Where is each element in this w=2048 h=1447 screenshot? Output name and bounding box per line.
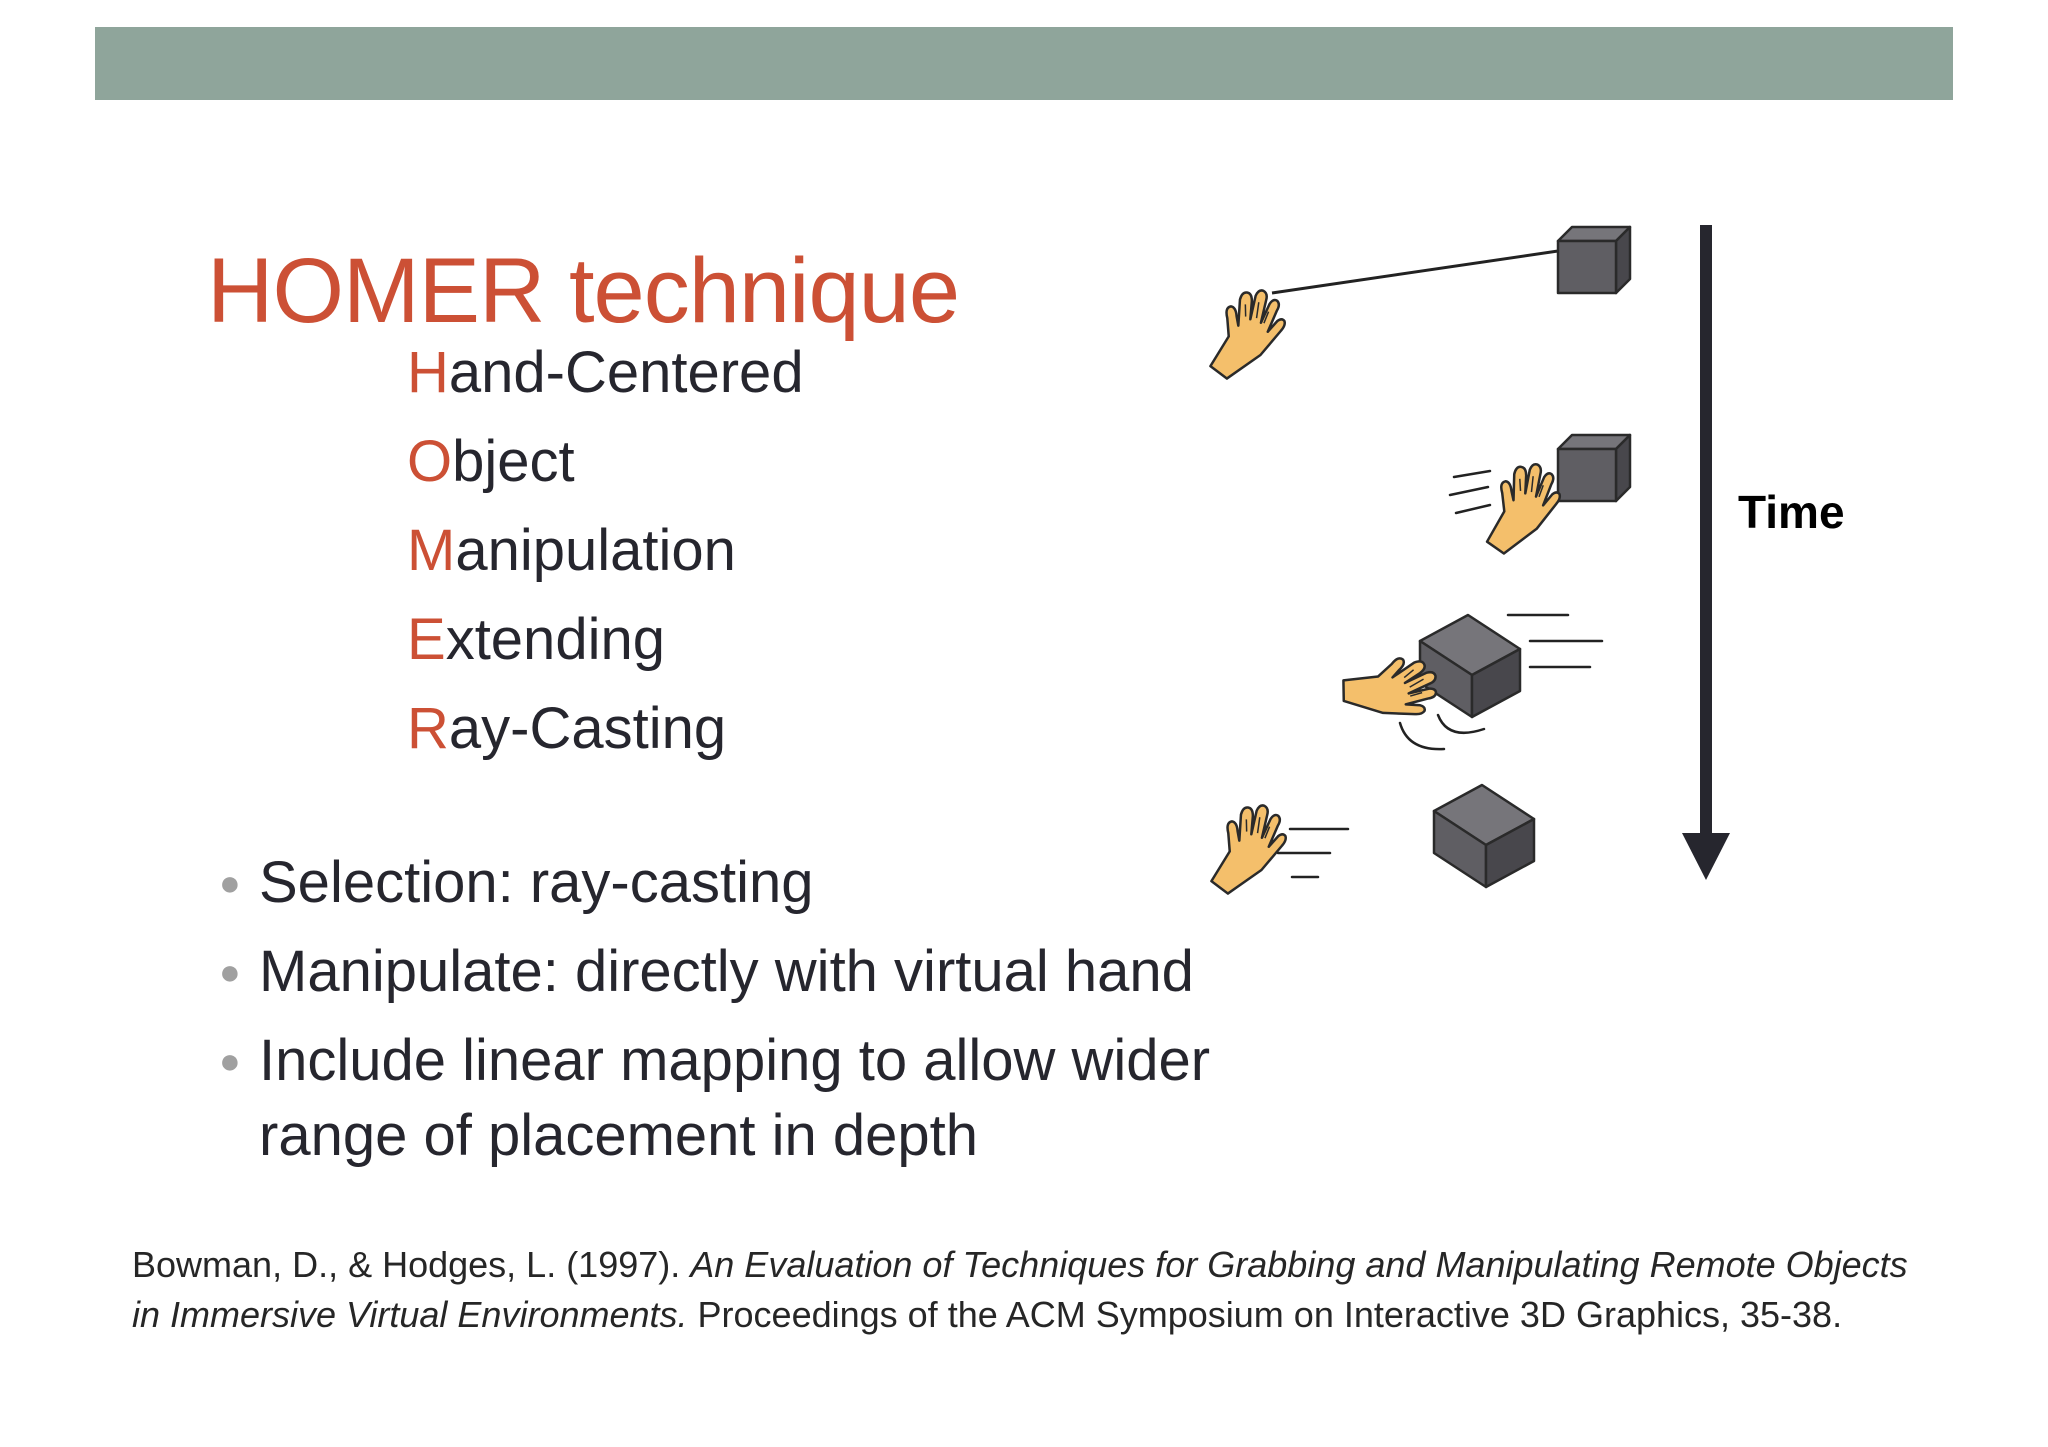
bullet-dot-icon: ● <box>219 862 241 903</box>
time-arrow-icon <box>1682 225 1730 880</box>
hand-icon <box>1486 460 1563 559</box>
cube-icon <box>1558 435 1630 501</box>
acronym-rest: bject <box>452 429 575 494</box>
bullet-item <box>215 934 1315 1009</box>
acronym-rest: anipulation <box>455 518 736 583</box>
homer-diagram <box>1150 185 1930 905</box>
acronym-list <box>407 338 804 783</box>
citation-venue: Proceedings of the ACM Symposium on Interactive 3D Graphics, 35-38. <box>687 1294 1843 1335</box>
time-label: Time <box>1738 486 1845 538</box>
acronym-item-h <box>407 338 804 427</box>
bullet-text: Manipulate: directly with virtual hand <box>259 939 1194 1004</box>
acronym-initial: M <box>407 518 456 583</box>
hand-icon <box>1209 285 1289 386</box>
top-banner <box>95 27 1953 100</box>
acronym-item-r <box>407 694 804 783</box>
bullet-text: Selection: ray-casting <box>259 850 814 915</box>
acronym-initial: E <box>407 607 446 672</box>
bullet-text: Include linear mapping to allow wider range of placement in depth <box>259 1028 1211 1168</box>
motion-lines <box>1278 829 1348 877</box>
acronym-rest: and-Centered <box>448 340 804 405</box>
cube-icon <box>1420 615 1520 717</box>
citation-authors: Bowman, D., & Hodges, L. (1997). <box>132 1244 691 1285</box>
acronym-item-o <box>407 427 804 516</box>
acronym-rest: ay-Casting <box>448 696 727 761</box>
hand-icon <box>1210 800 1290 901</box>
citation <box>132 1240 1932 1340</box>
acronym-initial: R <box>407 696 449 761</box>
citation-title: An Evaluation of Techniques for Grabbing and Manipulating Remote Objects in Immersive Virtual Environments. <box>132 1244 1908 1335</box>
ray-line <box>1272 251 1558 293</box>
motion-lines <box>1450 471 1490 513</box>
slide-title: HOMER technique <box>207 239 959 342</box>
acronym-item-e <box>407 605 804 694</box>
bullet-dot-icon: ● <box>219 951 241 992</box>
acronym-item-m <box>407 516 804 605</box>
acronym-initial: H <box>407 340 449 405</box>
cube-icon <box>1558 227 1630 293</box>
acronym-initial: O <box>407 429 453 494</box>
bullet-item <box>215 1023 1315 1173</box>
bullet-dot-icon: ● <box>219 1040 241 1081</box>
cube-icon <box>1434 785 1534 887</box>
acronym-rest: xtending <box>445 607 665 672</box>
